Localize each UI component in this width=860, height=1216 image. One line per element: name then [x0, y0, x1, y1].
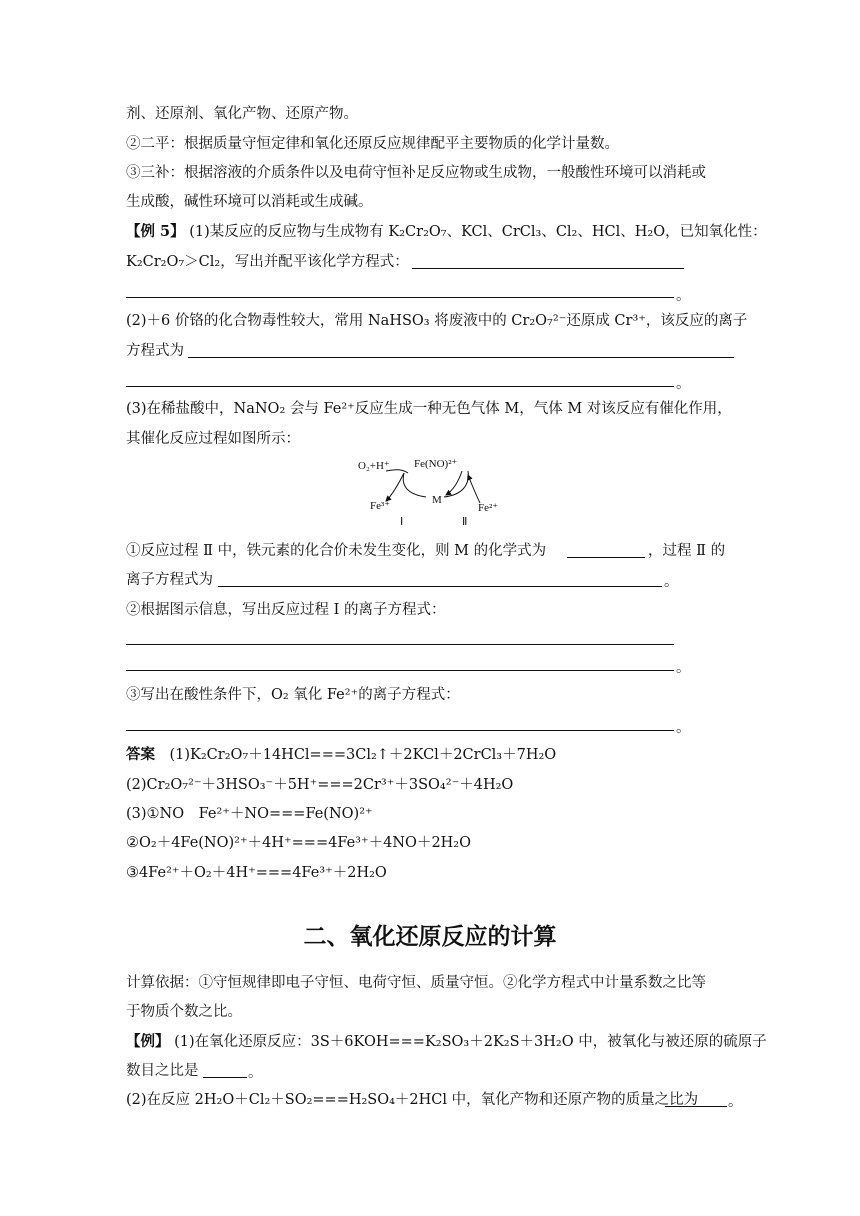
- answer-text: (1)K₂Cr₂O₇＋14HCl===3Cl₂↑＋2KCl＋2CrCl₃＋7H₂O: [169, 747, 557, 763]
- example5-q3-line2: 其催化反应过程如图所示：: [126, 431, 300, 447]
- answer-blank[interactable]: [665, 1106, 727, 1107]
- section-heading: 二、氧化还原反应的计算: [303, 924, 557, 950]
- question-text: K₂Cr₂O₇＞Cl₂，写出并配平该化学方程式：: [126, 254, 409, 270]
- diagram-label-fe2: Fe²⁺: [478, 502, 499, 514]
- period: 。: [676, 288, 691, 304]
- arrow-to-fe3: [386, 473, 404, 501]
- period: 。: [728, 1094, 743, 1110]
- period: 。: [676, 376, 691, 392]
- text-line: 生成酸，碱性环境可以消耗或生成碱。: [126, 194, 373, 210]
- basis-line-2: 于物质个数之比。: [126, 1004, 242, 1020]
- answer-line-5: ③4Fe²⁺＋O₂＋4H⁺===4Fe³⁺＋2H₂O: [126, 865, 387, 881]
- text-line: ③三补：根据溶液的介质条件以及电荷守恒补足反应物或生成物，一般酸性环境可以消耗或: [126, 165, 706, 181]
- answer-blank[interactable]: [126, 297, 674, 298]
- answer-blank[interactable]: [126, 644, 674, 645]
- answer-blank[interactable]: [203, 1077, 247, 1078]
- text-line: ②二平：根据质量守恒定律和氧化还原反应规律配平主要物质的化学计量数。: [126, 136, 619, 152]
- example5-q2-line2: 方程式为: [126, 343, 184, 359]
- example5-s1-line1: [126, 541, 546, 561]
- arrow-from-fe2: [468, 475, 480, 503]
- period: 。: [664, 574, 679, 590]
- diagram-label-process-1: Ⅰ: [400, 516, 404, 528]
- example5-s2: ②根据图示信息，写出反应过程 Ⅰ 的离子方程式：: [126, 602, 446, 618]
- diagram-label-fe-no: Fe(NO)²⁺: [414, 458, 458, 470]
- diagram-label-process-2: Ⅱ: [462, 516, 468, 528]
- question-text: 数目之比是: [126, 1063, 199, 1079]
- text-line: 剂、还原剂、氧化产物、还原产物。: [126, 106, 358, 122]
- answer-blank[interactable]: [126, 670, 674, 671]
- example5-q1-line1: [126, 222, 767, 242]
- example-tag: 【例】: [126, 1033, 170, 1050]
- diagram-label-fe3: Fe³⁺: [370, 500, 391, 512]
- example-tag: 【例 5】: [126, 223, 185, 240]
- answer-blank[interactable]: [412, 268, 684, 269]
- example5-q2-line1: (2)＋6 价铬的化合物毒性较大，常用 NaHSO₃ 将废液中的 Cr₂O₇²⁻还原成 Cr³⁺，该反应的离子: [126, 313, 748, 329]
- answer-line-4: ②O₂＋4Fe(NO)²⁺＋4H⁺===4Fe³⁺＋4NO＋2H₂O: [126, 835, 472, 851]
- example-q1-line1: [126, 1032, 767, 1052]
- answer-label: 答案: [126, 746, 155, 763]
- catalytic-cycle-diagram: [352, 455, 512, 531]
- diagram-label-o2-h: O₂+H⁺: [358, 460, 390, 472]
- period: 。: [676, 660, 691, 676]
- cycle-arc-left: [403, 473, 426, 497]
- answer-blank[interactable]: [126, 730, 674, 731]
- example5-s3: ③写出在酸性条件下，O₂ 氧化 Fe²⁺的离子方程式：: [126, 687, 460, 703]
- example5-q1-line2: [126, 252, 409, 272]
- question-text: (1)某反应的反应物与生成物有 K₂Cr₂O₇、KCl、CrCl₃、Cl₂、HCl、H₂O，已知氧化性：: [184, 224, 767, 240]
- question-text: ，过程 Ⅱ 的: [648, 543, 726, 559]
- period: 。: [676, 720, 691, 736]
- example-q2: (2)在反应 2H₂O＋Cl₂＋SO₂===H₂SO₄＋2HCl 中，氧化产物和还原产物的质量之比为: [126, 1092, 699, 1108]
- answer-line-3: (3)①NO Fe²⁺＋NO===Fe(NO)²⁺: [126, 806, 373, 822]
- example5-q3-line1: (3)在稀盐酸中，NaNO₂ 会与 Fe²⁺反应生成一种无色气体 M，气体 M 对该反应有催化作用，: [126, 401, 732, 417]
- question-text: ①反应过程 Ⅱ 中，铁元素的化合价未发生变化，则 M 的化学式为: [126, 543, 547, 559]
- answer-line-1: [126, 745, 556, 765]
- answer-line-2: (2)Cr₂O₇²⁻＋3HSO₃⁻＋5H⁺===2Cr³⁺＋3SO₄²⁻＋4H₂O: [126, 777, 514, 793]
- period: 。: [248, 1065, 263, 1081]
- answer-blank[interactable]: [567, 557, 645, 558]
- basis-line-1: 计算依据：①守恒规律即电子守恒、电荷守恒、质量守恒。②化学方程式中计量系数之比等: [126, 975, 706, 991]
- question-text: (1)在氧化还原反应：3S＋6KOH===K₂SO₃＋2K₂S＋3H₂O 中，被氧化与被还原的硫原子: [169, 1034, 767, 1050]
- diagram-label-m: M: [432, 494, 442, 506]
- example-q1-line2: [126, 1061, 199, 1081]
- answer-blank[interactable]: [218, 586, 662, 587]
- example5-s1-line2: 离子方程式为: [126, 572, 213, 588]
- answer-blank[interactable]: [126, 386, 674, 387]
- answer-blank[interactable]: [188, 357, 734, 358]
